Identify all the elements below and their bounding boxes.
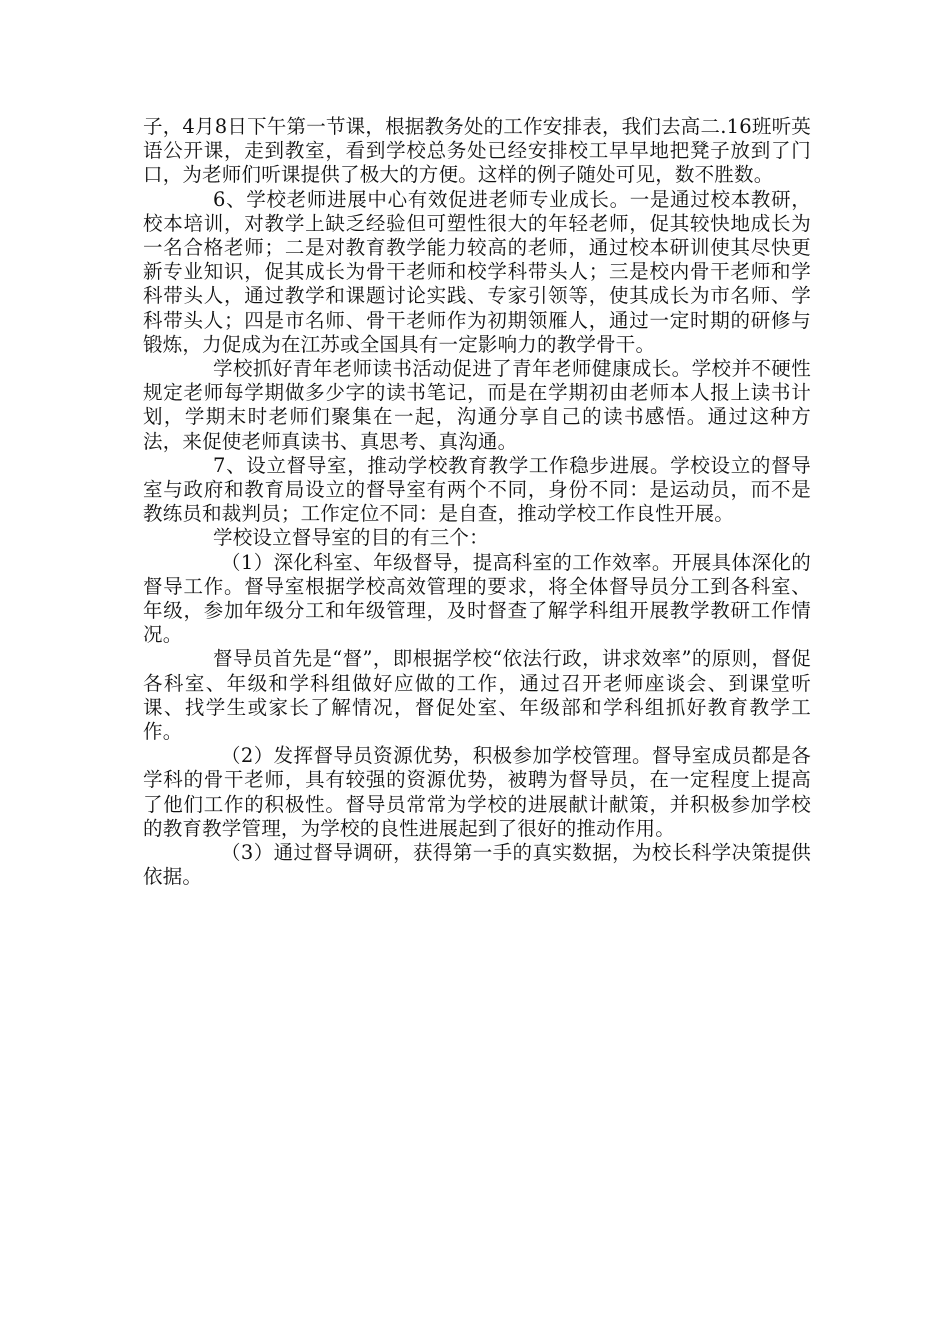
paragraph-item-6: 6、学校老师进展中心有效促进老师专业成长。一是通过校本教研，校本培训，对教学上缺乏经验但可塑性很大的年轻老师，促其较快地成长为一名合格老师；二是对教育教学能力较高的老师，通过校本研训使其尽快更新专业知识，促其成长为骨干老师和校学科带头人；三是校内骨干老师和学科带头人，通过教学和课题讨论实践、专家引领等，使其成长为市名师、学科带头人；四是市名师、骨干老师作为初期领雁人，通过一定时期的研修与锻炼，力促成为在江苏或全国具有一定影响力的教学骨干。: [143, 187, 811, 356]
paragraph-item-7: 7、设立督导室，推动学校教育教学工作稳步进展。学校设立的督导室与政府和教育局设立的督导室有两个不同，身份不同：是运动员，而不是教练员和裁判员；工作定位不同：是自查，推动学校工作良性开展。: [143, 453, 811, 526]
paragraph-purposes-intro: 学校设立督导室的目的有三个：: [213, 526, 489, 550]
paragraph-purpose-2: （2）发挥督导员资源优势，积极参加学校管理。督导室成员都是各学科的骨干老师，具有较强的资源优势，被聘为督导员，在一定程度上提高了他们工作的积极性。督导员常常为学校的进展献计献策，并积极参加学校的教育教学管理，为学校的良性进展起到了很好的推动作用。: [143, 744, 811, 840]
paragraph-supervisor-role: 督导员首先是“督”，即根据学校“依法行政，讲求效率”的原则，督促各科室、年级和学科组做好应做的工作，通过召开老师座谈会、到课堂听课、找学生或家长了解情况，督促处室、年级部和学科组抓好教育教学工作。: [143, 647, 811, 744]
paragraph-continuation: 子，4月8日下午第一节课，根据教务处的工作安排表，我们去高二.16班听英语公开课，走到教室，看到学校总务处已经安排校工早早地把凳子放到了门口，为老师们听课提供了极大的方便。这样的例子随处可见，数不胜数。: [143, 115, 811, 187]
paragraph-reading-activity: 学校抓好青年老师读书活动促进了青年老师健康成长。学校并不硬性规定老师每学期做多少字的读书笔记，而是在学期初由老师本人报上读书计划，学期末时老师们聚集在一起，沟通分享自己的读书感悟。通过这种方法，来促使老师真读书、真思考、真沟通。: [143, 357, 811, 453]
paragraph-purpose-3: （3）通过督导调研，获得第一手的真实数据，为校长科学决策提供依据。: [143, 841, 811, 889]
paragraph-purpose-1: （1）深化科室、年级督导，提高科室的工作效率。开展具体深化的督导工作。督导室根据学校高效管理的要求，将全体督导员分工到各科室、年级，参加年级分工和年级管理，及时督查了解学科组开展教学教研工作情况。: [143, 550, 811, 647]
document-body: [143, 115, 811, 890]
